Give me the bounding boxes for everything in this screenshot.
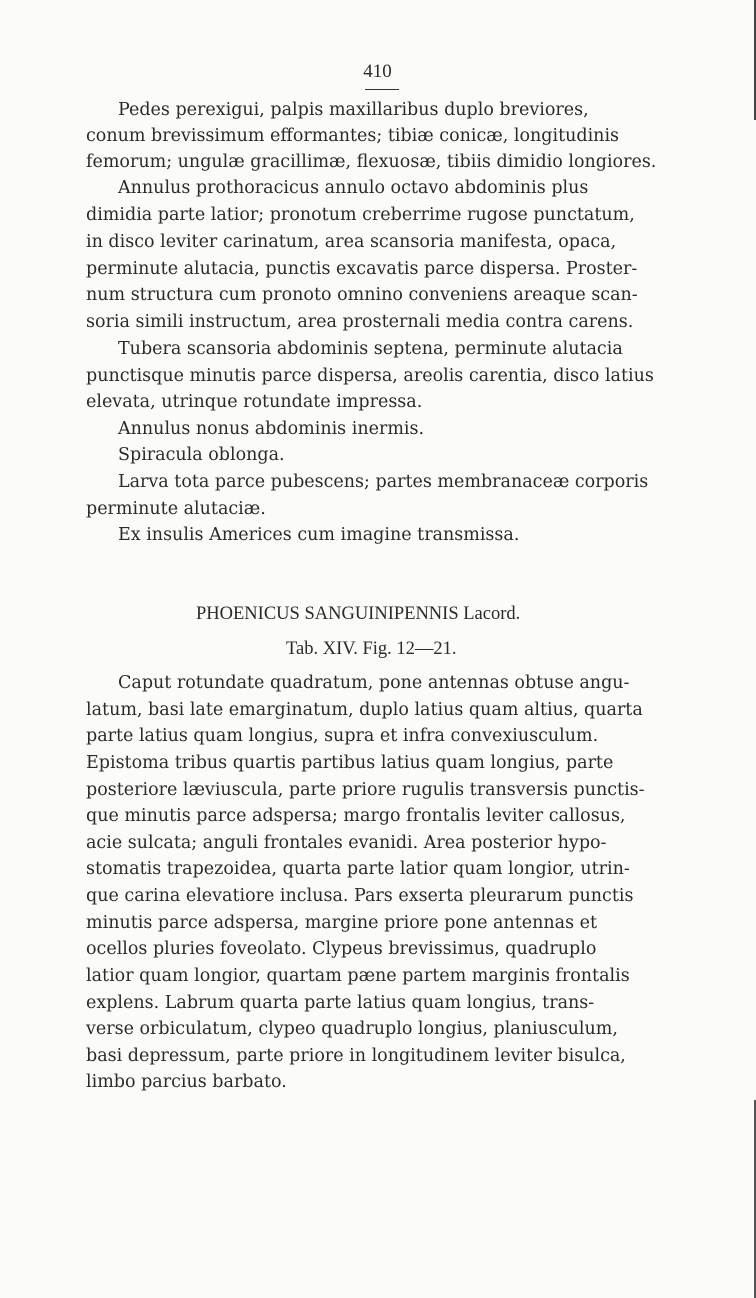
text-line: latior quam longior, quartam pæne partem marginis frontalis: [86, 966, 630, 986]
text-line: basi depressum, parte priore in longitudinem leviter bisulca,: [86, 1046, 626, 1066]
page-number: 410: [363, 61, 392, 82]
text-line: Annulus nonus abdominis inermis.: [118, 419, 425, 439]
text-line: Caput rotundate quadratum, pone antennas obtuse angu-: [118, 673, 630, 693]
species-heading: PHOENICUS SANGUINIPENNIS Lacord.: [196, 604, 521, 624]
text-line: perminute alutaciæ.: [86, 499, 266, 519]
text-line: Spiracula oblonga.: [118, 445, 285, 465]
text-line: Epistoma tribus quartis partibus latius quam longius, parte: [86, 753, 614, 773]
text-line: in disco leviter carinatum, area scansoria manifesta, opaca,: [86, 232, 617, 252]
text-line: Pedes perexigui, palpis maxillaribus duplo breviores,: [118, 100, 589, 120]
text-line: elevata, utrinque rotundate impressa.: [86, 392, 423, 412]
text-line: num structura cum pronoto omnino conveniens areaque scan-: [86, 285, 638, 305]
text-line: Ex insulis Americes cum imagine transmissa.: [118, 525, 520, 545]
text-line: ocellos pluries foveolato. Clypeus brevissimus, quadruplo: [86, 939, 597, 959]
text-line: dimidia parte latior; pronotum creberrime rugose punctatum,: [86, 205, 635, 225]
text-line: femorum; ungulæ gracillimæ, flexuosæ, tibiis dimidio longiores.: [86, 152, 657, 172]
text-line: acie sulcata; anguli frontales evanidi. Area posterior hypo-: [86, 833, 607, 853]
text-line: stomatis trapezoidea, quarta parte latior quam longior, utrin-: [86, 859, 630, 879]
text-line: punctisque minutis parce dispersa, areolis carentia, disco latius: [86, 366, 654, 386]
text-line: parte latius quam longius, supra et infra convexiusculum.: [86, 726, 599, 746]
text-line: Annulus prothoracicus annulo octavo abdominis plus: [118, 178, 589, 198]
text-line: minutis parce adspersa, margine priore pone antennas et: [86, 913, 598, 933]
text-line: verse orbiculatum, clypeo quadruplo longius, planiusculum,: [86, 1019, 618, 1039]
text-line: posteriore læviuscula, parte priore rugulis transversis punctis-: [86, 780, 645, 800]
text-line: Larva tota parce pubescens; partes membranaceæ corporis: [118, 472, 649, 492]
figure-reference: Tab. XIV. Fig. 12—21.: [286, 639, 457, 659]
text-line: perminute alutacia, punctis excavatis parce dispersa. Proster-: [86, 259, 638, 279]
page-number-rule: [365, 89, 399, 90]
text-line: limbo parcius barbato.: [86, 1072, 287, 1092]
text-line: que minutis parce adspersa; margo frontalis leviter callosus,: [86, 806, 626, 826]
text-line: soria simili instructum, area prosternali media contra carens.: [86, 312, 634, 332]
text-line: que carina elevatiore inclusa. Pars exserta pleurarum punctis: [86, 886, 634, 906]
text-line: explens. Labrum quarta parte latius quam longius, trans-: [86, 993, 595, 1013]
text-line: conum brevissimum efformantes; tibiæ conicæ, longitudinis: [86, 126, 620, 146]
text-line: latum, basi late emarginatum, duplo latius quam altius, quarta: [86, 700, 643, 720]
text-line: Tubera scansoria abdominis septena, perminute alutacia: [118, 339, 623, 359]
